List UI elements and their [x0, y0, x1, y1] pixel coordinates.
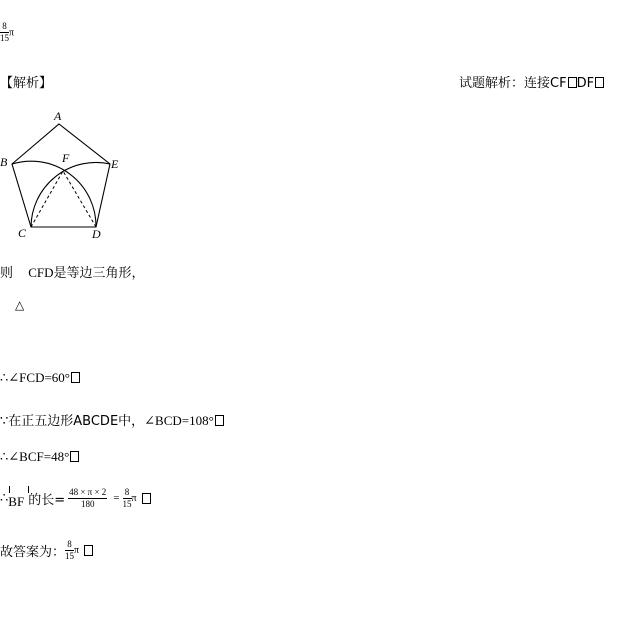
line1-text: CFD是等边三角形， — [28, 265, 145, 280]
dashed-df — [63, 171, 96, 227]
arc-bf-notation — [8, 486, 24, 510]
line-angle-fcd — [0, 370, 80, 386]
line4-text: ∴∠BCF=48° — [0, 449, 70, 464]
label-e: E — [111, 157, 119, 171]
line5-numerator: 48 × π × 2 — [69, 486, 107, 497]
line-angle-bcd — [0, 410, 224, 429]
dashed-cf — [31, 171, 63, 227]
line6-prefix: 故答案为： — [0, 545, 66, 560]
line5-result-denominator: 15 — [122, 498, 132, 509]
label-d: D — [92, 227, 101, 241]
answer-fraction — [0, 22, 14, 43]
line3-text-a: ∵在正五边形ABCDE中， — [0, 414, 145, 429]
analysis-intro-df: DF — [576, 76, 595, 91]
arc-centered-c — [12, 161, 96, 227]
line3-text-b: ∠BCD=108° — [144, 413, 214, 428]
missing-glyph-icon — [70, 451, 79, 462]
triangle-symbol: △ — [15, 298, 25, 312]
line6-numerator: 8 — [65, 540, 74, 551]
analysis-intro — [459, 72, 604, 91]
answer-denominator: 15 — [0, 33, 9, 43]
line2-text: ∴∠FCD=60° — [0, 370, 70, 385]
arc-bracket-icon — [9, 486, 29, 493]
line5-pi: π — [131, 492, 137, 504]
label-b: B — [0, 155, 8, 169]
line5-equals: = — [113, 492, 120, 504]
analysis-intro-text: 试题解析：连接CF — [459, 76, 567, 91]
missing-glyph-icon — [568, 77, 577, 88]
line6-denominator: 15 — [65, 551, 75, 561]
label-f: F — [62, 151, 70, 165]
arc-bf-label: BF — [8, 494, 25, 509]
line-equilateral — [0, 262, 145, 281]
line5-denominator: 180 — [80, 498, 95, 509]
answer-pi: π — [9, 27, 15, 39]
line5-mid: 的长= — [28, 492, 66, 508]
analysis-heading: 【解析】 — [0, 76, 53, 91]
missing-glyph-icon — [595, 77, 604, 88]
missing-glyph-icon — [84, 545, 93, 556]
label-a: A — [54, 109, 62, 123]
line-final-answer — [0, 540, 93, 561]
line-arc-length — [0, 486, 151, 510]
missing-glyph-icon — [71, 372, 80, 383]
missing-glyph-icon — [215, 415, 224, 426]
line-angle-bcf — [0, 449, 79, 465]
label-c: C — [18, 226, 27, 240]
line1-prefix: 则 — [0, 266, 14, 281]
pentagon-outline — [12, 124, 110, 227]
answer-numerator: 8 — [0, 22, 9, 33]
line5-result-numerator: 8 — [123, 488, 132, 499]
line6-pi: π — [74, 545, 80, 556]
line5-prefix: ∴ — [0, 490, 9, 505]
missing-glyph-icon — [142, 493, 151, 504]
pentagon-figure — [0, 108, 130, 243]
